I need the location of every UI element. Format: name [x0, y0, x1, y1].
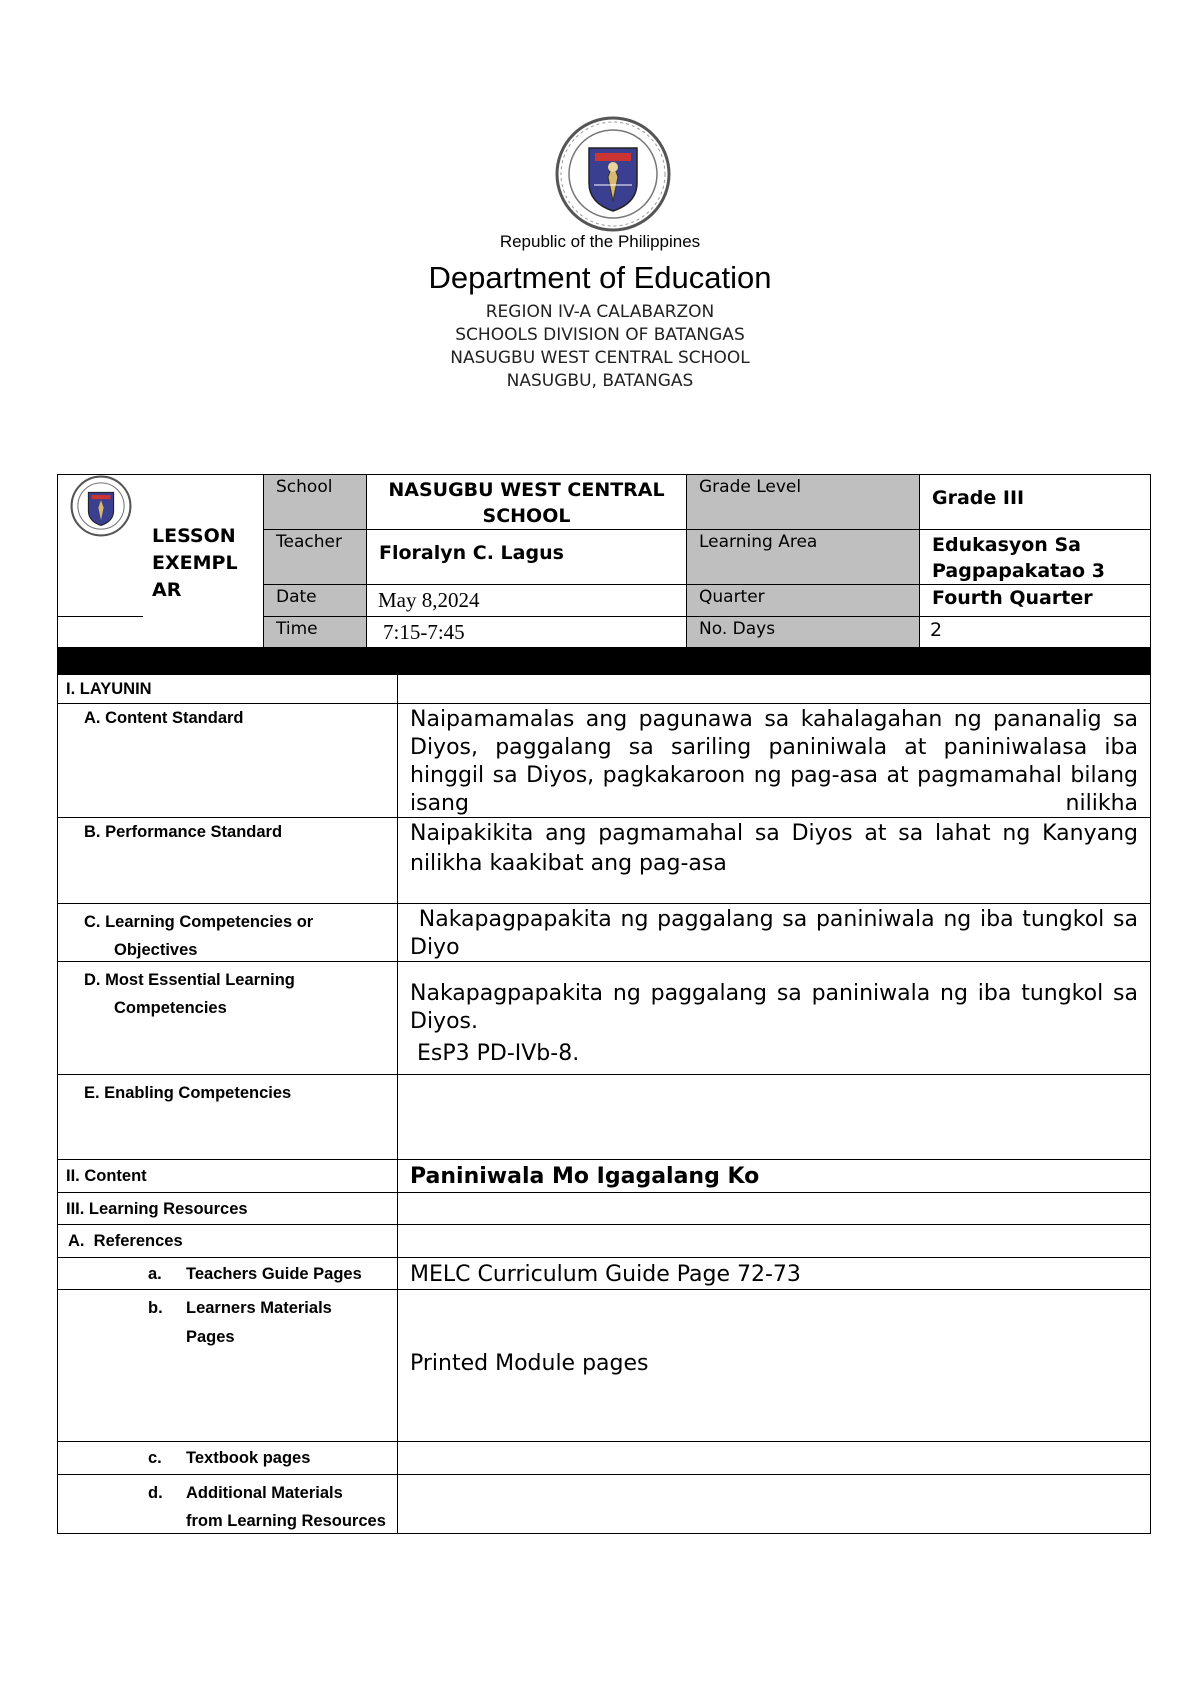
time-label: Time [263, 616, 367, 648]
section-band [57, 648, 1151, 675]
title-cell [57, 474, 264, 618]
grade-level-value: Grade III [919, 474, 1151, 530]
learning-area-label: Learning Area [686, 529, 920, 585]
learners-materials-text1: Learners Materials [186, 1299, 332, 1317]
department-title: Department of Education [428, 260, 772, 295]
school-line: NASUGBU WEST CENTRAL SCHOOL [450, 348, 750, 368]
additional-materials-text1: Additional Materials [186, 1484, 343, 1502]
quarter-label: Quarter [686, 584, 920, 617]
school-value: NASUGBU WEST CENTRAL SCHOOL [366, 474, 687, 530]
teacher-value: Floralyn C. Lagus [366, 529, 687, 585]
deped-seal-small-icon [70, 475, 132, 537]
teachers-guide-letter: a. [148, 1265, 162, 1283]
enabling-label: E. Enabling Competencies [57, 1074, 398, 1160]
learners-materials-text2: Pages [186, 1328, 235, 1346]
lesson-exemplar-title: LESSON EXEMPLAR [152, 525, 238, 601]
melc-label [57, 961, 398, 1075]
resources-label: III. Learning Resources [57, 1192, 398, 1225]
learners-materials-value: Printed Module pages [397, 1289, 1151, 1442]
resources-value [397, 1192, 1151, 1225]
additional-materials-label [57, 1474, 398, 1534]
textbook-letter: c. [148, 1449, 162, 1467]
grade-level-label: Grade Level [686, 474, 920, 530]
competencies-label-line2: Objectives [114, 941, 198, 959]
textbook-value [397, 1441, 1151, 1475]
melc-label-line2: Competencies [114, 999, 227, 1017]
days-value: 2 [919, 616, 1151, 648]
date-value: May 8,2024 [366, 584, 687, 617]
school-label: School [263, 474, 367, 530]
content-value: Paniniwala Mo Igagalang Ko [397, 1159, 1151, 1193]
layunin-label: I. LAYUNIN [57, 674, 398, 704]
town-line: NASUGBU, BATANGAS [506, 371, 694, 391]
melc-label-line1: D. Most Essential Learning [84, 971, 295, 989]
performance-standard-line2: nilikha kaakibat ang pag-asa [410, 851, 727, 876]
blank-cell [57, 616, 264, 648]
teacher-label: Teacher [263, 529, 367, 585]
learners-materials-label [57, 1289, 398, 1442]
deped-seal-icon [554, 115, 672, 233]
competencies-label [57, 903, 398, 962]
region-line: REGION IV-A CALABARZON [485, 302, 715, 322]
content-standard-value: Naipamamalas ang pagunawa sa kahalagahan ng pananalig sa Diyos, paggalang sa sariling paniniwala at paniniwalasa iba hinggil sa Diyos, pagkakaroon ng pag-asa at pagmamahal bilang isang nilikha [397, 703, 1151, 818]
quarter-value: Fourth Quarter [919, 584, 1151, 617]
additional-materials-letter: d. [148, 1484, 163, 1502]
performance-standard-label: B. Performance Standard [57, 817, 398, 904]
teachers-guide-text: Teachers Guide Pages [186, 1265, 362, 1283]
learners-materials-letter: b. [148, 1299, 163, 1317]
layunin-value [397, 674, 1151, 704]
division-line: SCHOOLS DIVISION OF BATANGAS [455, 325, 745, 345]
date-label: Date [263, 584, 367, 617]
melc-code: EsP3 PD-IVb-8. [410, 1041, 580, 1066]
days-label: No. Days [686, 616, 920, 648]
time-value: 7:15-7:45 [366, 616, 687, 648]
teachers-guide-value: MELC Curriculum Guide Page 72-73 [397, 1257, 1151, 1290]
melc-cell [397, 961, 1151, 1075]
textbook-label [57, 1441, 398, 1475]
performance-standard-cell [397, 817, 1151, 904]
melc-value: Nakapagpapakita ng paggalang sa paniniwala ng iba tungkol sa Diyos. [410, 981, 1138, 1034]
competencies-label-line1: C. Learning Competencies or [84, 913, 314, 931]
republic-text: Republic of the Philippines [499, 232, 701, 251]
content-standard-label: A. Content Standard [57, 703, 398, 818]
competencies-value: Nakapagpapakita ng paggalang sa paniniwala ng iba tungkol sa Diyo [397, 903, 1151, 962]
textbook-text: Textbook pages [186, 1449, 311, 1467]
teachers-guide-label [57, 1257, 398, 1290]
additional-materials-value [397, 1474, 1151, 1534]
references-value [397, 1224, 1151, 1258]
enabling-value [397, 1074, 1151, 1160]
additional-materials-text2: from Learning Resources [186, 1512, 386, 1530]
performance-standard-line1: Naipakikita ang pagmamahal sa Diyos at sa lahat ng Kanyang [410, 821, 1138, 846]
learning-area-value: Edukasyon Sa Pagpapakatao 3 [919, 529, 1151, 585]
content-label: II. Content [57, 1159, 398, 1193]
references-label: A. References [57, 1224, 398, 1258]
